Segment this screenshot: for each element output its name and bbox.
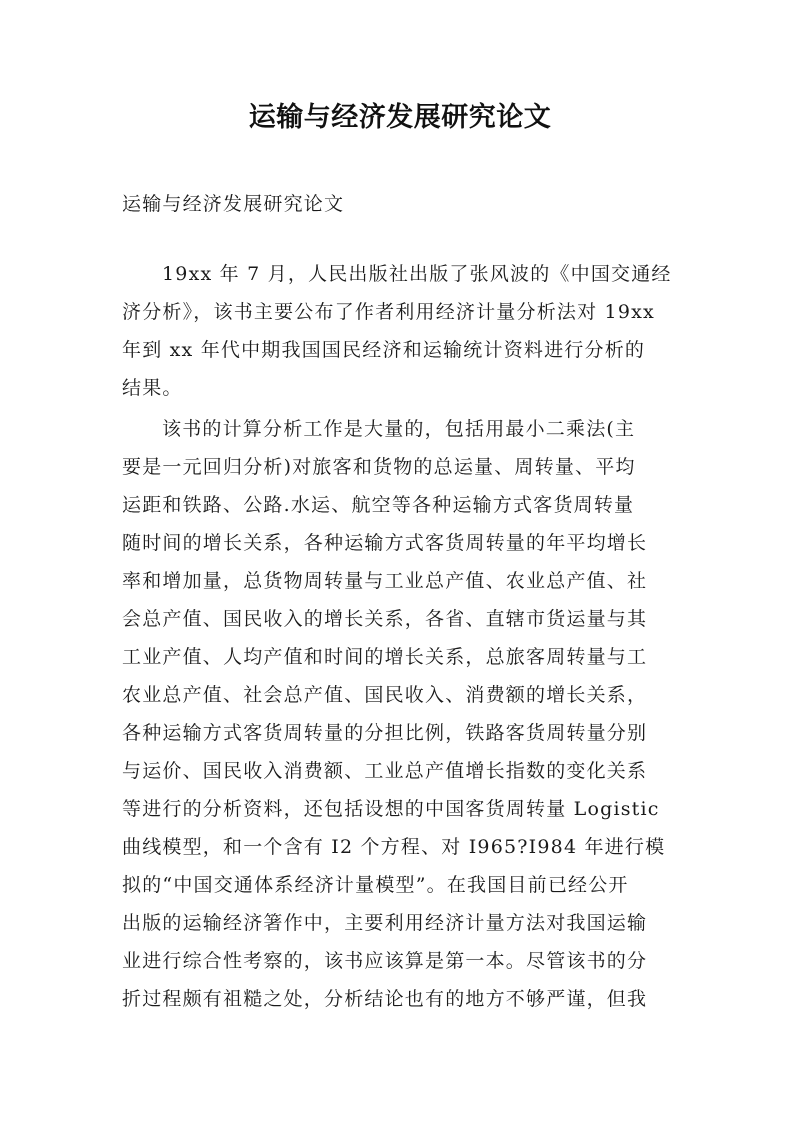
paragraph-line: 等进行的分析资料，还包括设想的中国客货周转量 Logistic <box>122 798 660 820</box>
paragraph-line: 19xx 年 7 月，人民出版社出版了张风波的《中国交通经 <box>162 263 672 285</box>
paragraph-line: 率和增加量，总货物周转量与工业总产值、农业总产值、社 <box>122 570 648 592</box>
paragraph-line: 业进行综合性考察的，该书应该算是第一本。尽管该书的分 <box>122 950 648 972</box>
document-subtitle: 运输与经济发展研究论文 <box>122 193 345 215</box>
paragraph-line: 曲线模型，和一个含有 I2 个方程、对 I965?I984 年进行模 <box>122 836 666 858</box>
paragraph-line: 与运价、国民收入消费额、工业总产值增长指数的变化关系 <box>122 760 648 782</box>
paragraph-line: 结果。 <box>122 377 183 399</box>
paragraph-line: 要是一元回归分析)对旅客和货物的总运量、周转量、平均 <box>122 456 636 478</box>
paragraph-line: 随时间的增长关系，各种运输方式客货周转量的年平均增长 <box>122 532 648 554</box>
document-title: 运输与经济发展研究论文 <box>248 102 552 133</box>
paragraph-line: 会总产值、国民收入的增长关系，各省、直辖市货运量与其 <box>122 608 648 630</box>
paragraph-line: 该书的计算分析工作是大量的，包括用最小二乘法(主 <box>162 418 636 440</box>
paragraph-line: 折过程颇有祖糙之处，分析结论也有的地方不够严谨，但我 <box>122 988 648 1010</box>
paragraph-line: 年到 xx 年代中期我国国民经济和运输统计资料进行分析的 <box>122 339 646 361</box>
paragraph-line: 农业总产值、社会总产值、国民收入、消费额的增长关系， <box>122 684 648 706</box>
paragraph-line: 运距和铁路、公路.水运、航空等各种运输方式客货周转量 <box>122 494 635 516</box>
paragraph-line: 拟的“中国交通体系经济计量模型”。在我国目前已经公开 <box>122 874 629 896</box>
paragraph-line: 出版的运输经济箸作中，主要利用经济计量方法对我国运输 <box>122 912 648 934</box>
paragraph-line: 工业产值、人均产值和时间的增长关系，总旅客周转量与工 <box>122 646 648 668</box>
paragraph-line: 各种运输方式客货周转量的分担比例，铁路客货周转量分别 <box>122 722 648 744</box>
paragraph-line: 济分析》，该书主要公布了作者利用经济计量分析法对 19xx <box>122 301 655 323</box>
